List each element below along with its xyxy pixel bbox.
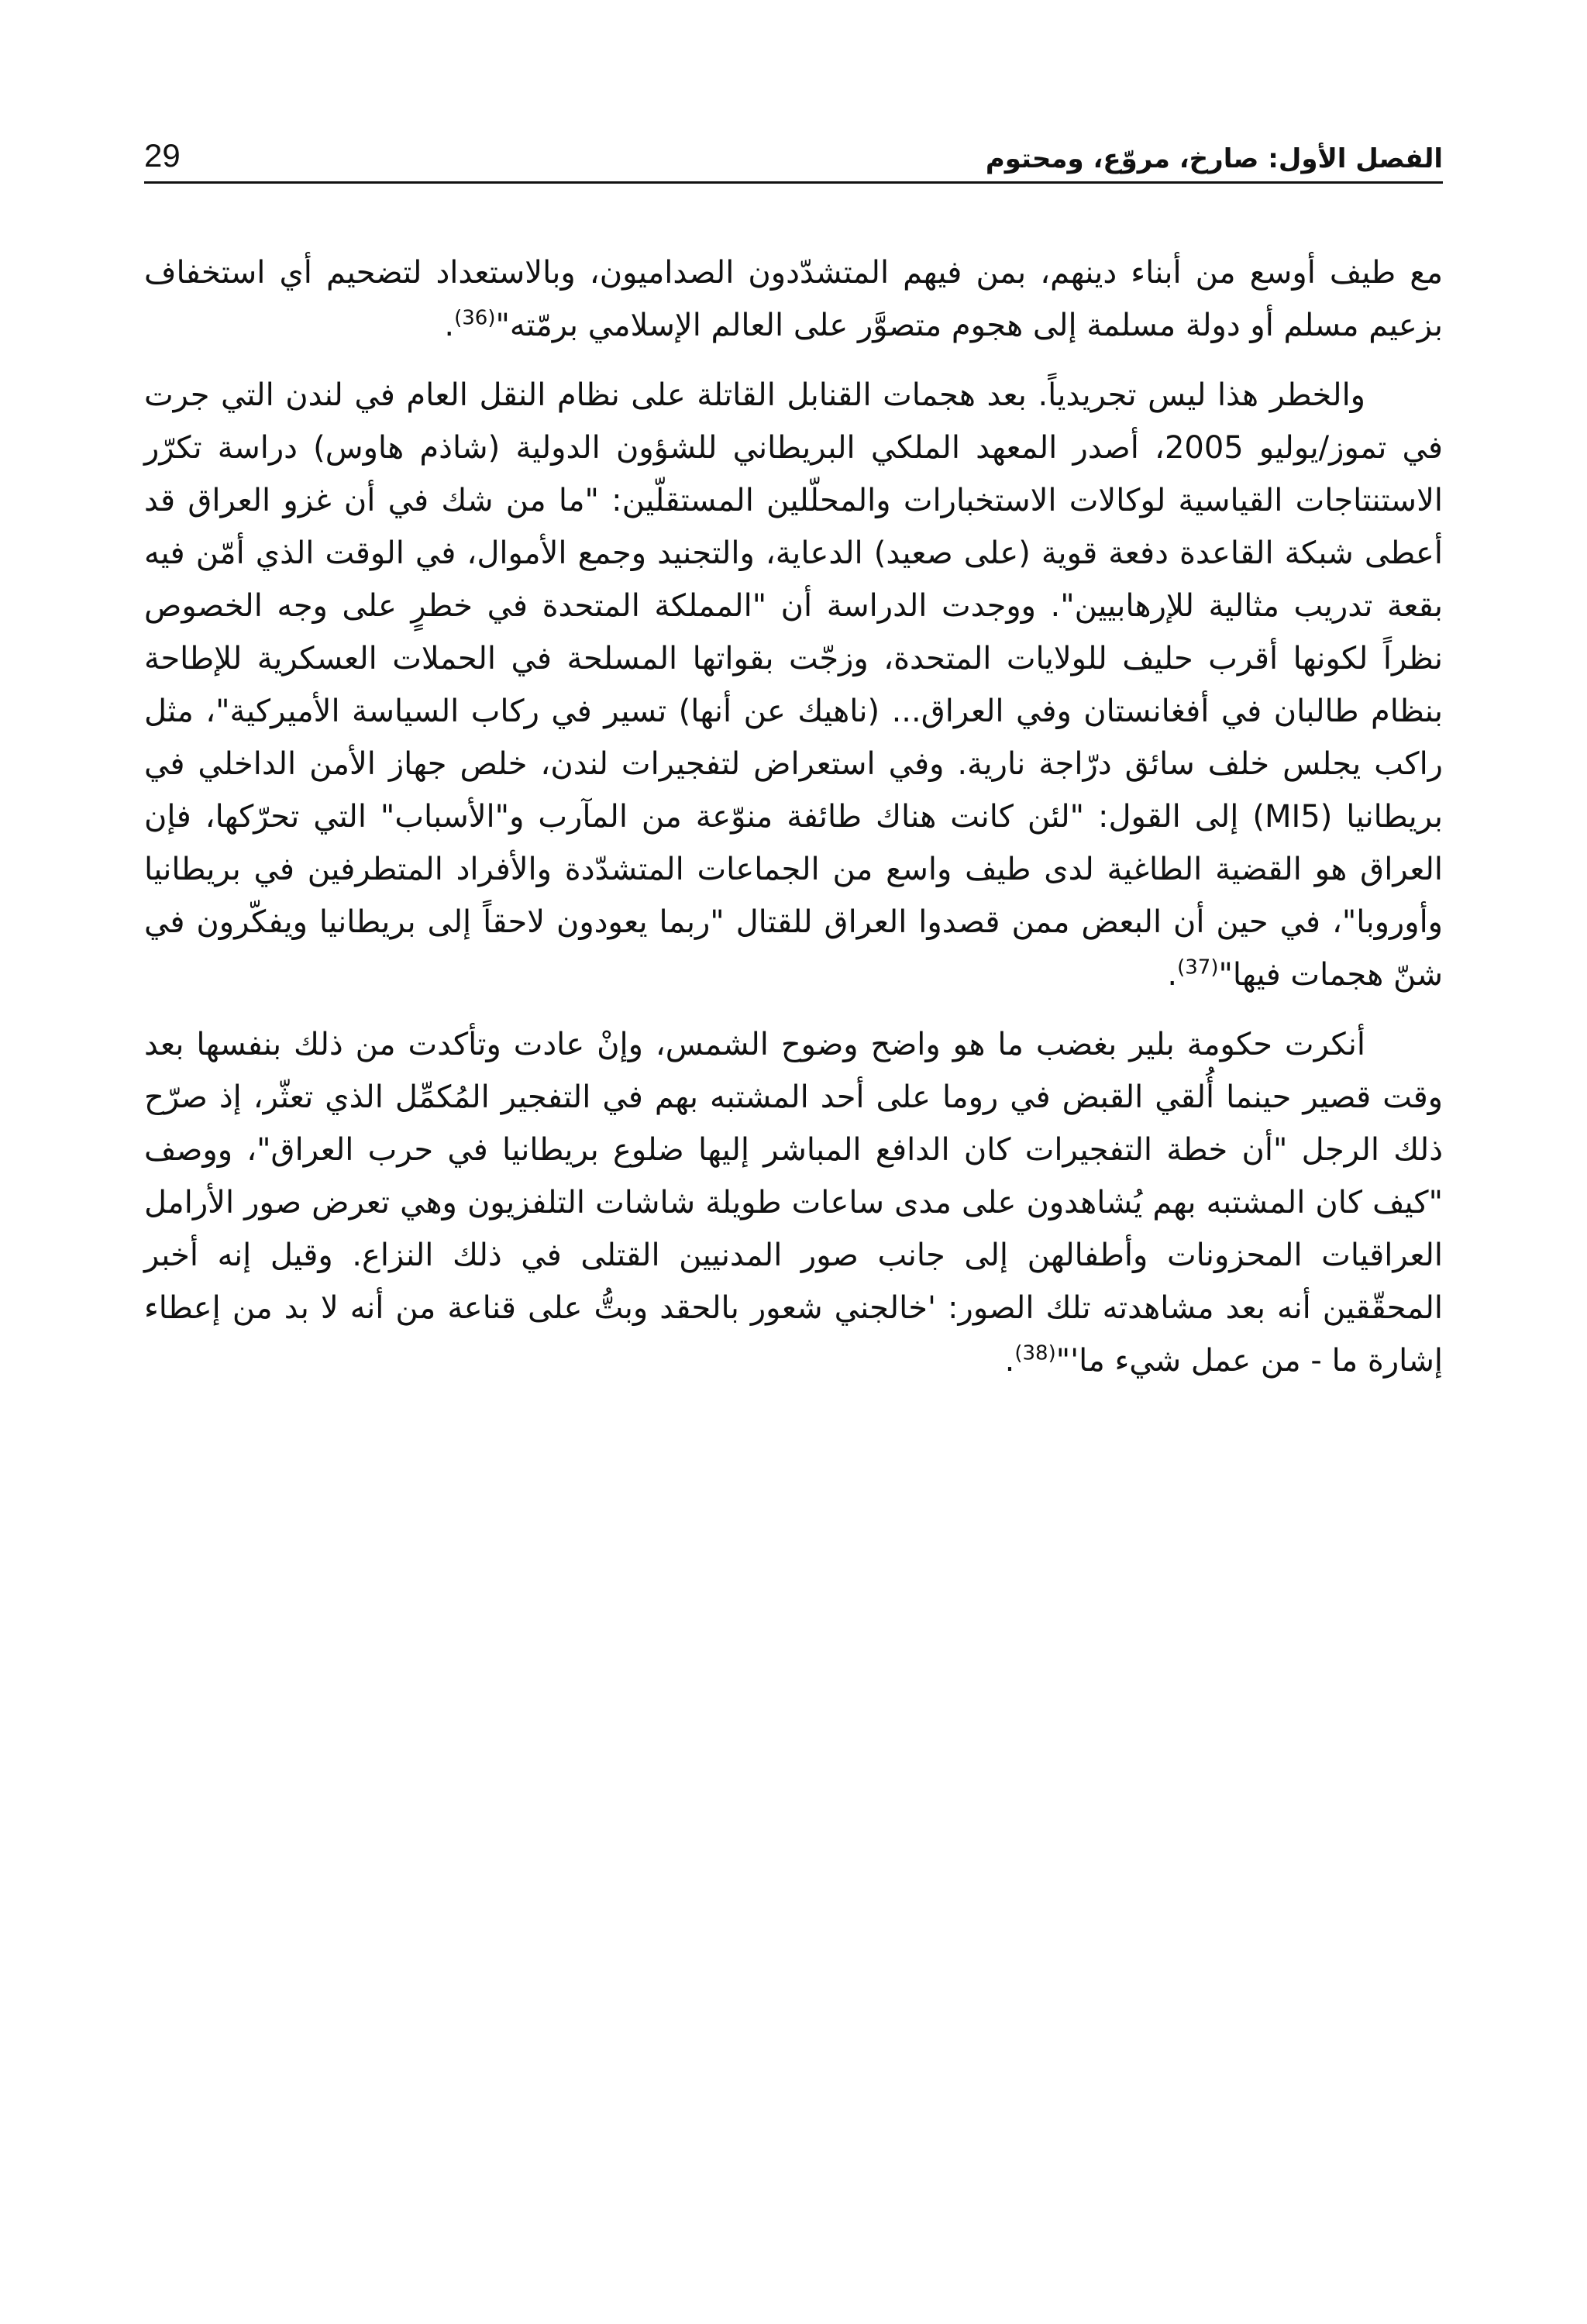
paragraph-2-text: والخطر هذا ليس تجريدياً. بعد هجمات القنابل القاتلة على نظام النقل العام في لندن التي جرت في تموز/يوليو 2005، أصدر المعهد الملكي البريطاني للشؤون الدولية (شاذم هاوس) دراسة تكرّر الاستنتاجات القياسية لوكالات الاستخبارات والمحلّلين المستقلّين: "ما من شك في أن غزو العراق قد أعطى شبكة القاعدة دفعة قوية (على صعيد) الدعاية، والتجنيد وجمع الأموال، في الوقت الذي أمّن فيه بقعة تدريب مثالية للإرهابيين". ووجدت الدراسة أن "المملكة المتحدة في خطرٍ على وجه الخصوص نظراً لكونها أقرب حليف للولايات المتحدة، وزجّت بقواتها المسلحة في الحملات العسكرية للإطاحة بنظام طالبان في أفغانستان وفي العراق... (ناهيك عن أنها) تسير في ركاب السياسة الأميركية"، مثل راكب يجلس خلف سائق درّاجة نارية. وفي استعراض لتفجيرات لندن، خلص جهاز الأمن الداخلي في بريطانيا (MI5) إلى القول: "لئن كانت هناك طائفة منوّعة من المآرب و"الأسباب" التي تحرّكها، فإن العراق هو القضية الطاغية لدى طيف واسع من الجماعات المتشدّدة والأفراد المتطرفين في بريطانيا وأوروبا"، في حين أن البعض ممن قصدوا العراق للقتال "ربما يعودون لاحقاً إلى بريطانيا ويفكّرون في شنّ هجمات فيها" xyxy=(144,377,1444,993)
paragraph-1-end: . xyxy=(444,308,455,343)
footnote-ref-38: (38) xyxy=(1014,1341,1056,1365)
page-number: 29 xyxy=(144,137,181,174)
paragraph-1 xyxy=(144,246,1443,352)
running-header xyxy=(144,126,1443,172)
body-text xyxy=(144,246,1443,1404)
header-rule xyxy=(144,181,1443,184)
paragraph-3-end: . xyxy=(1004,1343,1015,1379)
paragraph-3 xyxy=(144,1018,1443,1387)
paragraph-2-end: . xyxy=(1167,957,1178,993)
footnote-ref-36: (36) xyxy=(454,306,496,330)
paragraph-3-text: أنكرت حكومة بلير بغضب ما هو واضح وضوح الشمس، وإنْ عادت وتأكدت من ذلك بنفسها بعد وقت قصير حينما أُلقي القبض في روما على أحد المشتبه بهم في التفجير المُكمِّل الذي تعثّر، إذ صرّح ذلك الرجل "أن خطة التفجيرات كان الدافع المباشر إليها ضلوع بريطانيا في حرب العراق"، ووصف "كيف كان المشتبه بهم يُشاهدون على مدى ساعات طويلة شاشات التلفزيون وهي تعرض صور الأرامل العراقيات المحزونات وأطفالهن إلى جانب صور المدنيين القتلى في ذلك النزاع. وقيل إنه أخبر المحقّقين أنه بعد مشاهدته تلك الصور: 'خالجني شعور بالحقد وبتُّ على قناعة من أنه لا بد من إعطاء إشارة ما - من عمل شيء ما'" xyxy=(144,1027,1443,1379)
paragraph-2 xyxy=(144,369,1443,1001)
chapter-title: الفصل الأول: صارخ، مروّع، ومحتوم xyxy=(985,143,1443,174)
footnote-ref-37: (37) xyxy=(1177,955,1219,980)
paragraph-1-text: مع طيف أوسع من أبناء دينهم، بمن فيهم المتشدّدون الصداميون، وبالاستعداد لتضحيم أي استخفاف بزعيم مسلم أو دولة مسلمة إلى هجوم متصوَّر على العالم الإسلامي برمّته" xyxy=(144,255,1443,343)
